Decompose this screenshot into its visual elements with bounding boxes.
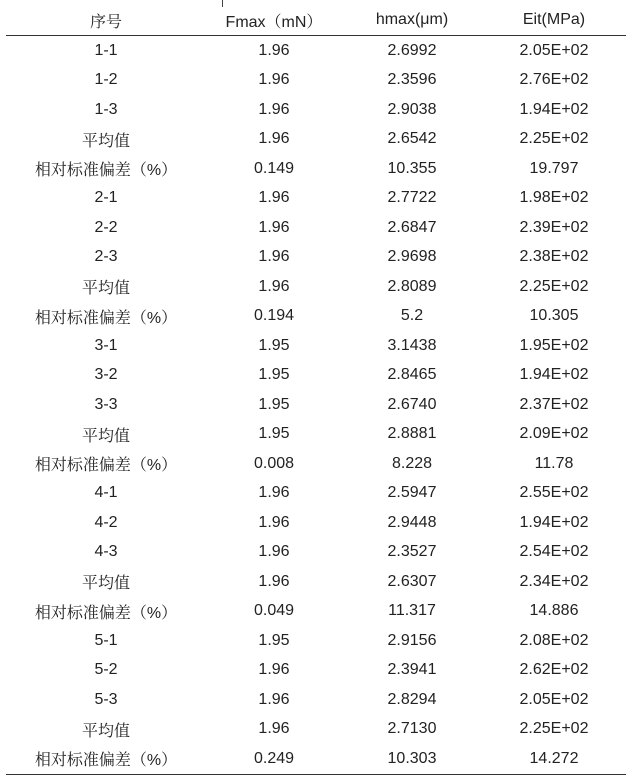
- cell-sample-id: 5-2: [94, 661, 118, 679]
- cell-eit: 14.272: [482, 744, 626, 774]
- cell-fmax: 1.95: [258, 395, 290, 413]
- cell-fmax: 1.96: [258, 218, 290, 236]
- cell-fmax: 1.96: [258, 720, 290, 738]
- cell-sample-id: 5-3: [94, 690, 118, 708]
- cell-fmax: 1.95: [258, 366, 290, 384]
- cell-sample-id: 4-3: [94, 543, 118, 561]
- table-row: [6, 449, 626, 479]
- cell-hmax: 3.1438: [387, 336, 437, 354]
- cell-sample-id: 2-3: [94, 248, 118, 266]
- cell-hmax: 10.355: [387, 159, 437, 177]
- header-fmax: Fmax（mN）: [206, 5, 342, 36]
- cell-fmax: 0.049: [253, 602, 295, 620]
- cell-sample-id: 平均值: [81, 575, 130, 593]
- cell-hmax: 2.8881: [387, 425, 437, 443]
- cell-hmax: 10.303: [342, 744, 482, 774]
- table-row: [6, 744, 626, 774]
- header-sample-id: 序号: [6, 5, 206, 36]
- cell-sample-id: 2-1: [94, 189, 118, 207]
- cell-eit: 2.05E+02: [519, 690, 589, 708]
- table-row: [6, 272, 626, 302]
- table-row: [6, 302, 626, 332]
- cell-hmax: 2.6740: [387, 395, 437, 413]
- table-row: [6, 656, 626, 686]
- table-row: [6, 390, 626, 420]
- cell-sample-id: 4-1: [94, 484, 118, 502]
- cell-sample-id: 相对标准偏差（%）: [34, 604, 178, 622]
- cell-fmax: 1.96: [258, 41, 290, 59]
- cell-eit: 1.94E+02: [519, 366, 589, 384]
- cell-sample-id: 相对标准偏差（%）: [6, 744, 206, 774]
- cell-fmax: 1.96: [258, 189, 290, 207]
- cell-hmax: 2.8294: [387, 690, 437, 708]
- cell-sample-id: 3-1: [94, 336, 118, 354]
- table-row: [6, 243, 626, 273]
- cell-eit: 11.78: [534, 454, 574, 472]
- cell-hmax: 2.9698: [387, 248, 437, 266]
- cell-sample-id: 平均值: [81, 427, 130, 445]
- cell-hmax: 5.2: [400, 307, 424, 325]
- cell-fmax: 0.249: [206, 744, 342, 774]
- cell-sample-id: 相对标准偏差（%）: [34, 457, 178, 475]
- cell-hmax: 2.6307: [387, 572, 437, 590]
- cell-hmax: 2.9038: [387, 100, 437, 118]
- cell-eit: 2.25E+02: [519, 720, 589, 738]
- cell-eit: 2.09E+02: [519, 425, 589, 443]
- cell-fmax: 0.149: [253, 159, 295, 177]
- cell-fmax: 1.96: [258, 100, 290, 118]
- cell-sample-id: 1-3: [94, 100, 118, 118]
- cell-hmax: 2.9156: [387, 631, 437, 649]
- table-row: [6, 361, 626, 391]
- cell-sample-id: 1-1: [94, 41, 118, 59]
- table-row: [6, 508, 626, 538]
- cell-fmax: 1.96: [258, 277, 290, 295]
- cell-sample-id: 平均值: [81, 722, 130, 740]
- cell-eit: 1.98E+02: [519, 189, 589, 207]
- cell-hmax: 8.228: [391, 454, 433, 472]
- table-row: [6, 567, 626, 597]
- cell-eit: 2.55E+02: [519, 484, 589, 502]
- cell-fmax: 1.95: [258, 425, 290, 443]
- cell-hmax: 2.3596: [387, 71, 437, 89]
- cell-eit: 2.34E+02: [519, 572, 589, 590]
- table-row: [6, 538, 626, 568]
- cell-hmax: 2.8465: [387, 366, 437, 384]
- table-body: [6, 36, 626, 775]
- cell-sample-id: 相对标准偏差（%）: [34, 309, 178, 327]
- cell-hmax: 2.3941: [387, 661, 437, 679]
- cell-hmax: 2.5947: [387, 484, 437, 502]
- cell-sample-id: 5-1: [94, 631, 118, 649]
- cell-fmax: 1.96: [258, 130, 290, 148]
- cell-eit: 2.25E+02: [519, 277, 589, 295]
- cell-sample-id: 平均值: [81, 280, 130, 298]
- cell-eit: 2.05E+02: [519, 41, 589, 59]
- results-table: [6, 5, 626, 775]
- cell-fmax: 1.96: [258, 484, 290, 502]
- cell-sample-id: 3-3: [94, 395, 118, 413]
- cell-hmax: 2.3527: [387, 543, 437, 561]
- table-row: [6, 685, 626, 715]
- cell-fmax: 0.194: [253, 307, 295, 325]
- table-row: [6, 213, 626, 243]
- cell-eit: 10.305: [529, 307, 579, 325]
- cell-hmax: 2.6847: [387, 218, 437, 236]
- cell-fmax: 1.95: [258, 336, 290, 354]
- table-row: [6, 420, 626, 450]
- table-row: [6, 331, 626, 361]
- cell-fmax: 0.008: [253, 454, 295, 472]
- table-row: [6, 36, 626, 66]
- cell-sample-id: 平均值: [81, 132, 130, 150]
- cell-eit: 19.797: [529, 159, 579, 177]
- cell-eit: 14.886: [529, 602, 579, 620]
- cell-eit: 2.76E+02: [519, 71, 589, 89]
- cell-eit: 1.95E+02: [519, 336, 589, 354]
- cell-sample-id: 4-2: [94, 513, 118, 531]
- cell-eit: 2.25E+02: [519, 130, 589, 148]
- cell-eit: 2.37E+02: [519, 395, 589, 413]
- header-eit: Eit(MPa): [482, 5, 626, 36]
- cell-eit: 2.54E+02: [519, 543, 589, 561]
- cell-hmax: 2.8089: [387, 277, 437, 295]
- cell-hmax: 2.6542: [387, 130, 437, 148]
- cell-eit: 2.38E+02: [519, 248, 589, 266]
- cell-sample-id: 相对标准偏差（%）: [34, 162, 178, 180]
- cell-sample-id: 3-2: [94, 366, 118, 384]
- cell-fmax: 1.95: [258, 631, 290, 649]
- cell-fmax: 1.96: [258, 248, 290, 266]
- table-row: [6, 184, 626, 214]
- cell-sample-id: 2-2: [94, 218, 118, 236]
- cell-hmax: 11.317: [388, 602, 436, 620]
- cell-eit: 1.94E+02: [519, 100, 589, 118]
- cell-fmax: 1.96: [258, 71, 290, 89]
- cell-fmax: 1.96: [258, 572, 290, 590]
- table-row: [6, 715, 626, 745]
- cell-hmax: 2.6992: [387, 41, 437, 59]
- cell-fmax: 1.96: [258, 543, 290, 561]
- table-row: [6, 66, 626, 96]
- cell-hmax: 2.7722: [387, 189, 437, 207]
- table-header: [6, 5, 626, 36]
- table-row: [6, 597, 626, 627]
- cell-fmax: 1.96: [258, 690, 290, 708]
- cell-eit: 2.08E+02: [519, 631, 589, 649]
- cell-hmax: 2.9448: [387, 513, 437, 531]
- table-row: [6, 479, 626, 509]
- table-row: [6, 154, 626, 184]
- table-row: [6, 125, 626, 155]
- cell-eit: 2.62E+02: [519, 661, 589, 679]
- header-row: [6, 5, 626, 36]
- table-row: [6, 626, 626, 656]
- cell-eit: 1.94E+02: [519, 513, 589, 531]
- table-row: [6, 95, 626, 125]
- header-hmax: hmax(μm): [342, 5, 482, 36]
- cell-fmax: 1.96: [258, 661, 290, 679]
- cell-hmax: 2.7130: [387, 720, 437, 738]
- cell-eit: 2.39E+02: [519, 218, 589, 236]
- cell-sample-id: 1-2: [94, 71, 118, 89]
- cell-fmax: 1.96: [258, 513, 290, 531]
